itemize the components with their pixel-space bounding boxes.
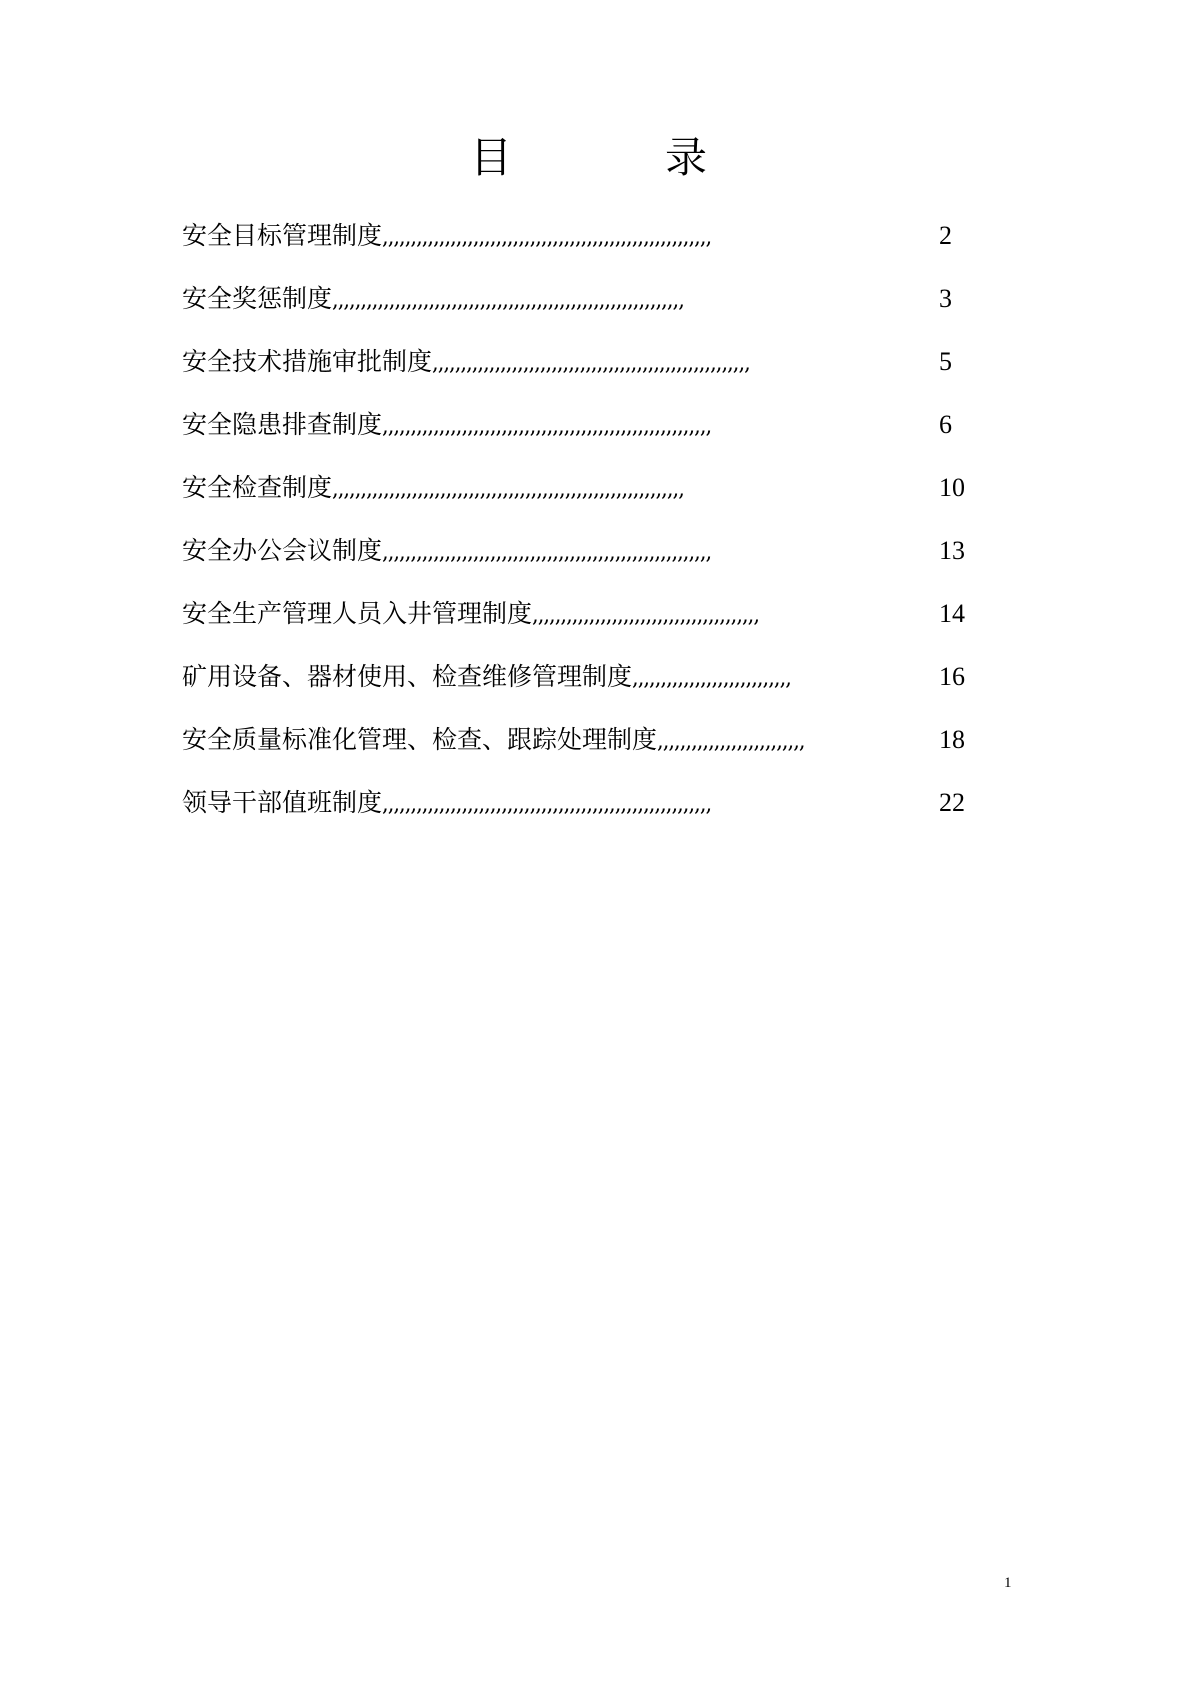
toc-entry[interactable] (182, 393, 982, 456)
toc-entry-title: 领导干部值班制度 (182, 788, 383, 817)
toc-entry-title: 安全质量标准化管理、检查、跟踪处理制度 (182, 725, 658, 754)
toc-entry-page-number: 6 (939, 410, 952, 439)
toc-entry[interactable] (182, 519, 982, 582)
toc-entry[interactable] (182, 204, 982, 267)
toc-list (182, 204, 982, 834)
toc-entry-title: 安全隐患排查制度 (182, 410, 383, 439)
toc-entry-title: 安全检查制度 (182, 473, 333, 502)
toc-entry-leader: ,,,,,,,,,,,,,,,,,,,,,,,,,,,,,,,,,,,,,,,,,,,,,,,,,,,,,,,,,, (382, 225, 712, 249)
toc-entry-title: 安全目标管理制度 (182, 221, 383, 250)
toc-entry[interactable] (182, 645, 982, 708)
toc-entry-leader: ,,,,,,,,,,,,,,,,,,,,,,,,,,,,,,,,,,,,,,,,,,,,,,,,,,,,,,,,,, (382, 792, 712, 816)
toc-entry-title: 安全生产管理人员入井管理制度 (182, 599, 533, 628)
toc-entry-page-number: 22 (939, 788, 965, 817)
toc-heading-char-1: 目 (470, 133, 513, 182)
toc-entry[interactable] (182, 456, 982, 519)
toc-heading-char-2: 录 (665, 133, 708, 182)
toc-entry[interactable] (182, 582, 982, 645)
toc-entry[interactable] (182, 771, 982, 834)
toc-entry-leader: ,,,,,,,,,,,,,,,,,,,,,,,,,, (657, 729, 805, 753)
page-number-footer: 1 (1004, 1575, 1012, 1591)
toc-entry-leader: ,,,,,,,,,,,,,,,,,,,,,,,,,,,,,,,,,,,,,,,, (532, 603, 760, 627)
toc-entry-leader: ,,,,,,,,,,,,,,,,,,,,,,,,,,,, (632, 666, 791, 690)
toc-entry-title: 矿用设备、器材使用、检查维修管理制度 (182, 662, 633, 691)
toc-entry-page-number: 2 (939, 221, 952, 250)
toc-entry[interactable] (182, 330, 982, 393)
toc-entry-title: 安全办公会议制度 (182, 536, 383, 565)
toc-entry-page-number: 5 (939, 347, 952, 376)
toc-entry-leader: ,,,,,,,,,,,,,,,,,,,,,,,,,,,,,,,,,,,,,,,,,,,,,,,,,,,,,,,,,,,,,, (332, 477, 684, 501)
toc-entry[interactable] (182, 267, 982, 330)
toc-entry-leader: ,,,,,,,,,,,,,,,,,,,,,,,,,,,,,,,,,,,,,,,,,,,,,,,,,,,,,,,,,, (382, 540, 712, 564)
toc-entry[interactable] (182, 708, 982, 771)
toc-entry-page-number: 14 (939, 599, 965, 628)
toc-entry-page-number: 10 (939, 473, 965, 502)
toc-entry-page-number: 3 (939, 284, 952, 313)
toc-entry-leader: ,,,,,,,,,,,,,,,,,,,,,,,,,,,,,,,,,,,,,,,,,,,,,,,,,,,,,,,,,,,,,, (332, 288, 684, 312)
toc-entry-page-number: 18 (939, 725, 965, 754)
toc-entry-title: 安全奖惩制度 (182, 284, 333, 313)
toc-heading (0, 128, 1191, 188)
toc-entry-leader: ,,,,,,,,,,,,,,,,,,,,,,,,,,,,,,,,,,,,,,,,,,,,,,,,,,,,,,,, (432, 351, 750, 375)
toc-entry-leader: ,,,,,,,,,,,,,,,,,,,,,,,,,,,,,,,,,,,,,,,,,,,,,,,,,,,,,,,,,, (382, 414, 712, 438)
toc-entry-page-number: 13 (939, 536, 965, 565)
toc-entry-page-number: 16 (939, 662, 965, 691)
toc-entry-title: 安全技术措施审批制度 (182, 347, 433, 376)
